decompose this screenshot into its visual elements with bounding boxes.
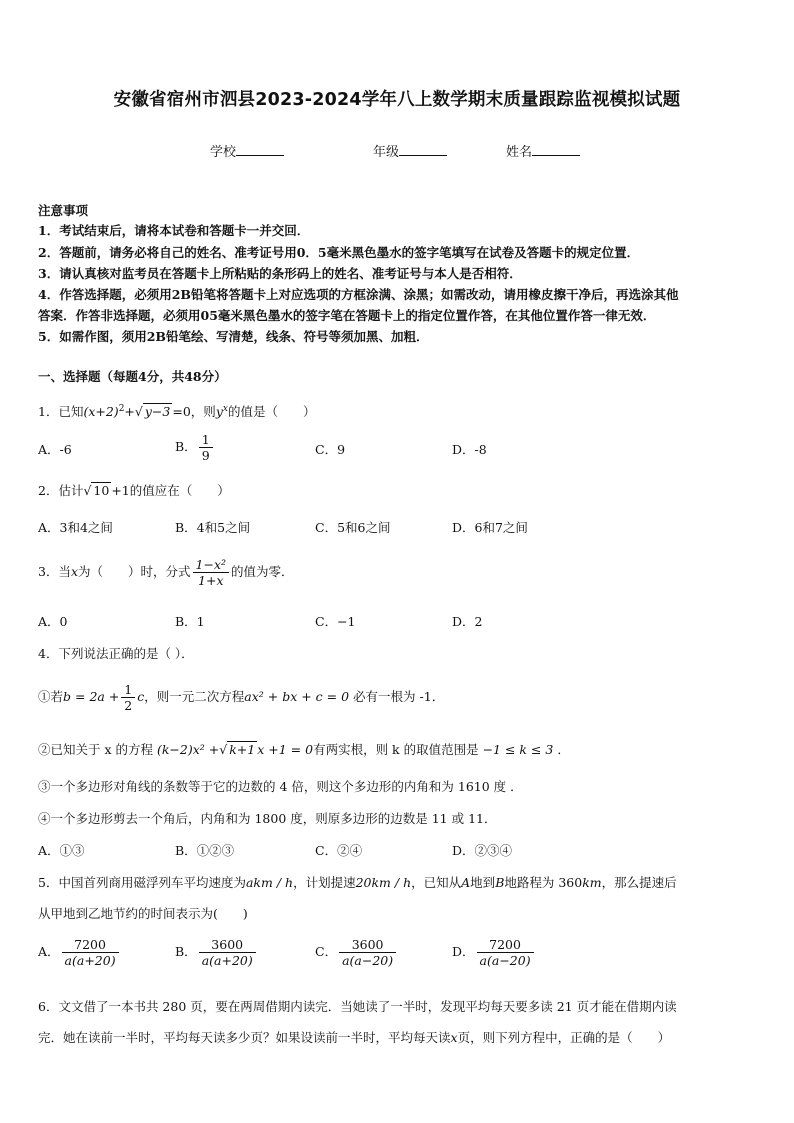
q5-b-num: 3600 (199, 937, 256, 953)
q1-option-a[interactable]: A．-6 (38, 442, 72, 457)
question-4: 4．下列说法正确的是（ ）． (38, 646, 194, 661)
q4-option-c[interactable]: C．②④ (315, 843, 363, 858)
q2-root: 10 (93, 483, 110, 498)
q4-s2-range: −1 ≤ k ≤ 3 (482, 742, 554, 757)
q5-d-den: a(a−20) (479, 953, 531, 968)
q4-s1-pre: ①若 (38, 689, 64, 704)
q5-a-fraction (62, 937, 119, 968)
q5-b-fraction (199, 937, 256, 968)
q4-option-a[interactable]: A．①③ (38, 843, 85, 858)
name-label: 姓名 (506, 145, 533, 160)
q5-d-label: D． (452, 944, 475, 959)
note-item-5: 5．如需作图，须用2B铅笔绘、写清楚，线条、符号等须加黑、加粗． (38, 329, 429, 344)
q6-var: x (450, 1030, 458, 1045)
q2-option-b[interactable]: B．4和5之间 (175, 520, 251, 535)
note-item-3: 3．请认真核对监考员在答题卡上所粘贴的条形码上的姓名、准考证号与本人是否相符． (38, 266, 522, 281)
question-6-cont (38, 1030, 670, 1046)
q1-option-b[interactable] (175, 432, 215, 463)
q2-post: +1的值应在（ ） (111, 483, 230, 498)
q4-option-d[interactable]: D．②③④ (452, 843, 513, 858)
q4-statement-4: ④一个多边形剪去一个角后，内角和为 1800 度，则原多边形的边数是 11 或 11． (38, 811, 497, 826)
q6-text-a: 完．她在读前一半时，平均每天读多少页？如果设读前一半时，平均每天读 (38, 1030, 451, 1045)
q3-den: 1+x (198, 573, 224, 588)
q4-s1-c: c (137, 689, 145, 704)
name-field (506, 141, 580, 160)
q5-b-den: a(a+20) (201, 953, 253, 968)
q1-y: y (215, 404, 223, 420)
q1-eq: =0，则 (172, 404, 216, 420)
q4-s2-root: k+1 (229, 742, 256, 757)
q5-option-c[interactable] (315, 937, 398, 968)
q4-s1-eq: ax² + bx + c = 0 (244, 689, 350, 704)
q1-x: x (222, 404, 228, 414)
question-5 (38, 875, 677, 891)
section-heading: 一、选择题（每题4分，共48分） (38, 369, 227, 384)
question-6: 6．文文借了一本书共 280 页，要在两周借期内读完．当她读了一半时，发现平均每天要多读 21 页才能在借期内读 (38, 999, 677, 1014)
q5-text-b: ，计划提速 (293, 875, 356, 890)
question-2: 2．估计√ 10 +1的值应在（ ） (38, 483, 230, 498)
q3-var: x (70, 564, 79, 579)
q4-s1-mid: ，则一元二次方程 (144, 689, 245, 704)
q3-fraction (193, 557, 230, 588)
question-5-cont: 从甲地到乙地节约的时间表示为( ) (38, 906, 248, 921)
q5-a-den: a(a+20) (64, 953, 116, 968)
q2-option-d[interactable]: D．6和7之间 (452, 520, 528, 535)
grade-field (373, 141, 447, 160)
question-3 (38, 557, 294, 588)
q1-option-b-label: B． (175, 439, 197, 454)
grade-blank[interactable] (399, 143, 447, 156)
q4-option-b[interactable]: B．①②③ (175, 843, 235, 858)
q4-s2-eq: x +1 = 0 (257, 742, 314, 757)
q4-statement-3: ③一个多边形对角线的条数等于它的边数的 4 倍，则这个多边形的内角和为 1610 度 ． (38, 779, 523, 794)
q5-c-num: 3600 (339, 937, 396, 953)
q5-text-e: 地路程为 360 (504, 875, 583, 890)
q5-option-a[interactable] (38, 937, 121, 968)
q5-c-fraction (339, 937, 396, 968)
q5-text-a: 5．中国首列商用磁浮列车平均速度为 (38, 875, 246, 890)
q3-option-c[interactable]: C．−1 (315, 614, 356, 629)
q1-option-b-fraction (199, 432, 213, 463)
q5-option-d[interactable] (452, 937, 536, 968)
school-field (210, 141, 284, 160)
q3-mid: 为（ ）时，分式 (78, 564, 191, 579)
q2-option-a[interactable]: A．3和4之间 (38, 520, 113, 535)
q5-a-num: 7200 (62, 937, 119, 953)
q1-plus: + (124, 404, 135, 420)
note-item-4: 4．作答选择题，必须用2B铅笔将答题卡上对应选项的方框涂满、涂黑；如需改动，请用橡皮擦干净后，再选涂其他 (38, 287, 679, 302)
q2-pre: 2．估计 (38, 483, 84, 498)
q5-speed: akm / h (245, 875, 294, 890)
q3-option-a[interactable]: A．0 (38, 614, 68, 629)
q1-option-d[interactable]: D．-8 (452, 442, 487, 457)
q3-option-b[interactable]: B．1 (175, 614, 205, 629)
q1-pre: 1．已知 (38, 404, 84, 420)
q4-s2-pre: ②已知关于 x 的方程 (38, 742, 153, 757)
q5-point-a: A (461, 875, 471, 890)
q5-a-label: A． (38, 944, 60, 959)
q1-option-c[interactable]: C．9 (315, 442, 346, 457)
q4-statement-2: ②已知关于 x 的方程 (k−2)x² +√ k+1 x +1 = 0有两实根，则 k 的取值范围是 −1 ≤ k ≤ 3 ． (38, 742, 570, 757)
q2-option-c[interactable]: C．5和6之间 (315, 520, 391, 535)
q1-b-num: 1 (199, 432, 213, 448)
q5-text-c: ，已知从 (411, 875, 462, 890)
q4-s2-post: ． (557, 742, 570, 757)
q3-option-d[interactable]: D．2 (452, 614, 483, 629)
q4-s1-den: 2 (124, 698, 133, 713)
q5-km: km (582, 875, 602, 890)
q6-text-b: 页，则下列方程中，正确的是（ ） (457, 1030, 671, 1045)
q1-expr: (x+2) (83, 404, 119, 420)
q1-sq: 2 (118, 404, 125, 414)
q1-post: 的值是（ ） (227, 404, 316, 420)
q5-text-d: 地到 (470, 875, 496, 890)
q1-b-den: 9 (201, 448, 210, 463)
q5-c-label: C． (315, 944, 338, 959)
q5-increase: 20km / h (355, 875, 412, 890)
notes-heading: 注意事项 (38, 203, 89, 218)
q5-text-f: ，那么提速后 (601, 875, 677, 890)
q4-s1-fraction (121, 682, 135, 713)
grade-label: 年级 (373, 145, 400, 160)
name-blank[interactable] (532, 143, 580, 156)
q5-option-b[interactable] (175, 937, 258, 968)
q5-c-den: a(a−20) (342, 953, 394, 968)
q3-num: 1−x² (193, 557, 230, 573)
school-blank[interactable] (236, 143, 284, 156)
q4-statement-1 (38, 682, 444, 713)
q4-s2-expr: (k−2)x² + (156, 742, 220, 757)
q4-s1-num: 1 (121, 682, 135, 698)
school-label: 学校 (210, 145, 237, 160)
q4-s2-mid: 有两实根，则 k 的取值范围是 (313, 742, 479, 757)
q5-point-b: B (495, 875, 505, 890)
q4-s1-post: 必有一根为 -1． (353, 689, 445, 704)
q1-root: y−3 (144, 404, 171, 420)
q5-d-fraction (477, 937, 534, 968)
q4-s1-expr: b = 2a + (63, 689, 120, 704)
question-1: 1．已知$(x+2)^2+√$ y−3 =0，则$y^x$的值是（ ） (38, 404, 316, 420)
q5-d-num: 7200 (477, 937, 534, 953)
q3-post: 的值为零． (231, 564, 294, 579)
note-item-2: 2．答题前，请务必将自己的姓名、准考证号用0．5毫米黑色墨水的签字笔填写在试卷及答题卡的规定位置． (38, 245, 640, 260)
note-item-1: 1．考试结束后，请将本试卷和答题卡一并交回． (38, 223, 310, 238)
note-item-4-cont: 答案．作答非选择题，必须用05毫米黑色墨水的签字笔在答题卡上的指定位置作答，在其他位置作答一律无效． (38, 308, 656, 323)
page-title: 安徽省宿州市泗县2023-2024学年八上数学期末质量跟踪监视模拟试题 (113, 90, 681, 110)
q5-b-label: B． (175, 944, 197, 959)
q3-pre: 3．当 (38, 564, 71, 579)
